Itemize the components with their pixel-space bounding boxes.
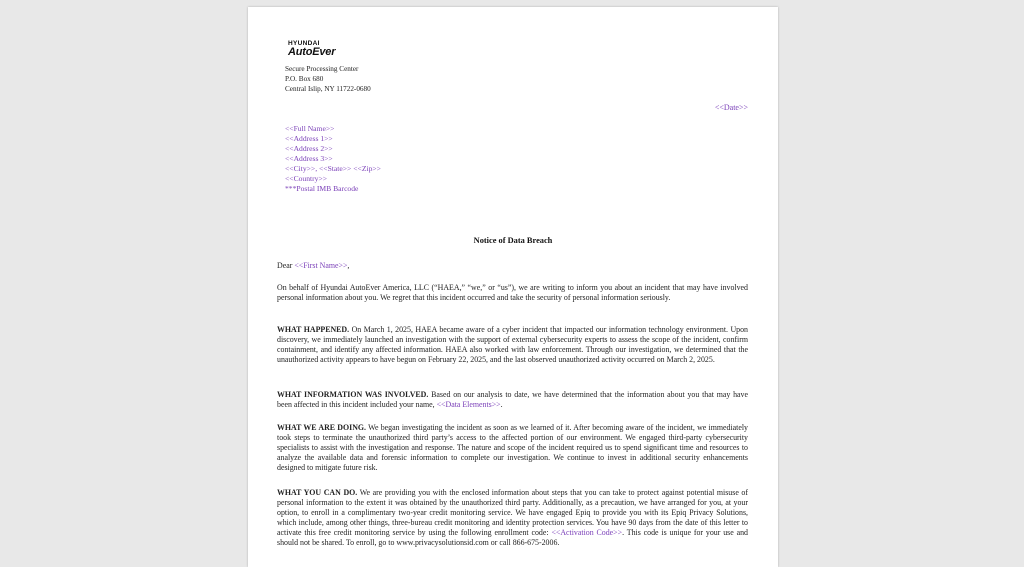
what-doing-text: We began investigating the incident as soon as we learned of it. After becoming aware of the incident, we immediately took steps to terminate the unauthorized third party’s access to the affected portion of our environment. We engaged third-party cybersecurity specialists to assist with the investigation and response. The nature and scope of the incident required us to spend significant time and resources to analyze the available data and forensic information to complete our investigation. We continue to invest in additional security enhancements designed to mitigate future risk. xyxy=(277,423,748,473)
recipient-zip: <<Zip>> xyxy=(353,164,381,173)
document-page xyxy=(248,7,778,567)
sender-line-2: P.O. Box 680 xyxy=(285,75,324,83)
what-you-can-do-end: . This code is unique for your use and should not be shared. To enroll, go to www.privacysolutionsid.com or call 866-675-2006. xyxy=(277,528,748,548)
recipient-full-name: <<Full Name>> xyxy=(285,124,335,133)
what-doing-paragraph xyxy=(277,423,748,473)
what-info-end: . xyxy=(500,400,503,410)
intro-text: On behalf of Hyundai AutoEver America, LLC (“HAEA,” “we,” or “us”), we are writing to inform you about an incident that may have involved personal information about you. We regret that this incident occurred and take the security of personal information seriously. xyxy=(277,283,748,303)
recipient-address-1: <<Address 1>> xyxy=(285,134,333,143)
what-you-can-do-text: We are providing you with the enclosed information about steps that you can take to protect against potential misuse of personal information to the extent it was obtained by the unauthorized third party. Additionally, as a precaution, we have arranged for you, at your option, to enroll in a complimentary two-year credit monitoring service. We have engaged Epiq to provide you with its Epiq Privacy Solutions, which include, among other things, three-bureau credit monitoring and identity protection services. You have 90 days from the date of this letter to activate this free credit monitoring service by using the following enrollment code: xyxy=(277,488,749,538)
what-doing-heading: WHAT WE ARE DOING. xyxy=(277,423,367,432)
recipient-city-state-zip xyxy=(285,164,381,174)
recipient-country: <<Country>> xyxy=(285,174,328,183)
what-you-can-do-paragraph xyxy=(277,488,748,549)
first-name-placeholder: <<First Name>> xyxy=(294,261,348,270)
recipient-barcode: ***Postal IMB Barcode xyxy=(285,184,359,193)
activation-code-placeholder: <<Activation Code>> xyxy=(551,528,623,538)
recipient-city-sep: , xyxy=(315,164,320,173)
what-you-can-do-heading: WHAT YOU CAN DO. xyxy=(277,488,358,497)
what-happened-text: On March 1, 2025, HAEA became aware of a cyber incident that impacted our information technology environment. Upon discovery, we immediately launched an investigation with the support of external cybersecurity experts to assess the scope of the incident, confirm containment, and identify any affected information. HAEA also worked with law enforcement. Through our investigation, we determined that the unauthorized activity appears to have begun on February 22, 2025, and the last observed unauthorized activity occurred on March 2, 2025. xyxy=(277,325,748,365)
recipient-address-3: <<Address 3>> xyxy=(285,154,333,163)
recipient-address-2: <<Address 2>> xyxy=(285,144,333,153)
recipient-address xyxy=(285,124,381,194)
what-happened-heading: WHAT HAPPENED. xyxy=(277,325,350,334)
autoever-logo-text: AutoEver xyxy=(288,46,336,58)
sender-line-1: Secure Processing Center xyxy=(285,65,359,73)
date-placeholder: <<Date>> xyxy=(714,103,748,112)
letter-title: Notice of Data Breach xyxy=(473,236,553,245)
what-info-heading: WHAT INFORMATION WAS INVOLVED. xyxy=(277,390,429,399)
recipient-state: <<State>> xyxy=(319,164,352,173)
salutation-prefix: Dear xyxy=(277,261,295,270)
intro-paragraph xyxy=(277,283,748,303)
what-info-paragraph xyxy=(277,390,748,410)
what-happened-paragraph xyxy=(277,325,748,365)
salutation xyxy=(277,261,748,271)
data-elements-placeholder: <<Data Elements>> xyxy=(436,400,501,410)
sender-address xyxy=(285,64,371,94)
hyundai-logo-text: HYUNDAI xyxy=(288,40,320,47)
salutation-suffix: , xyxy=(347,261,350,270)
sender-line-3: Central Islip, NY 11722-0680 xyxy=(285,85,371,93)
recipient-city: <<City>> xyxy=(285,164,316,173)
what-info-text: Based on our analysis to date, we have determined that the information about you that may have been affected in this incident included your name, xyxy=(277,390,748,410)
